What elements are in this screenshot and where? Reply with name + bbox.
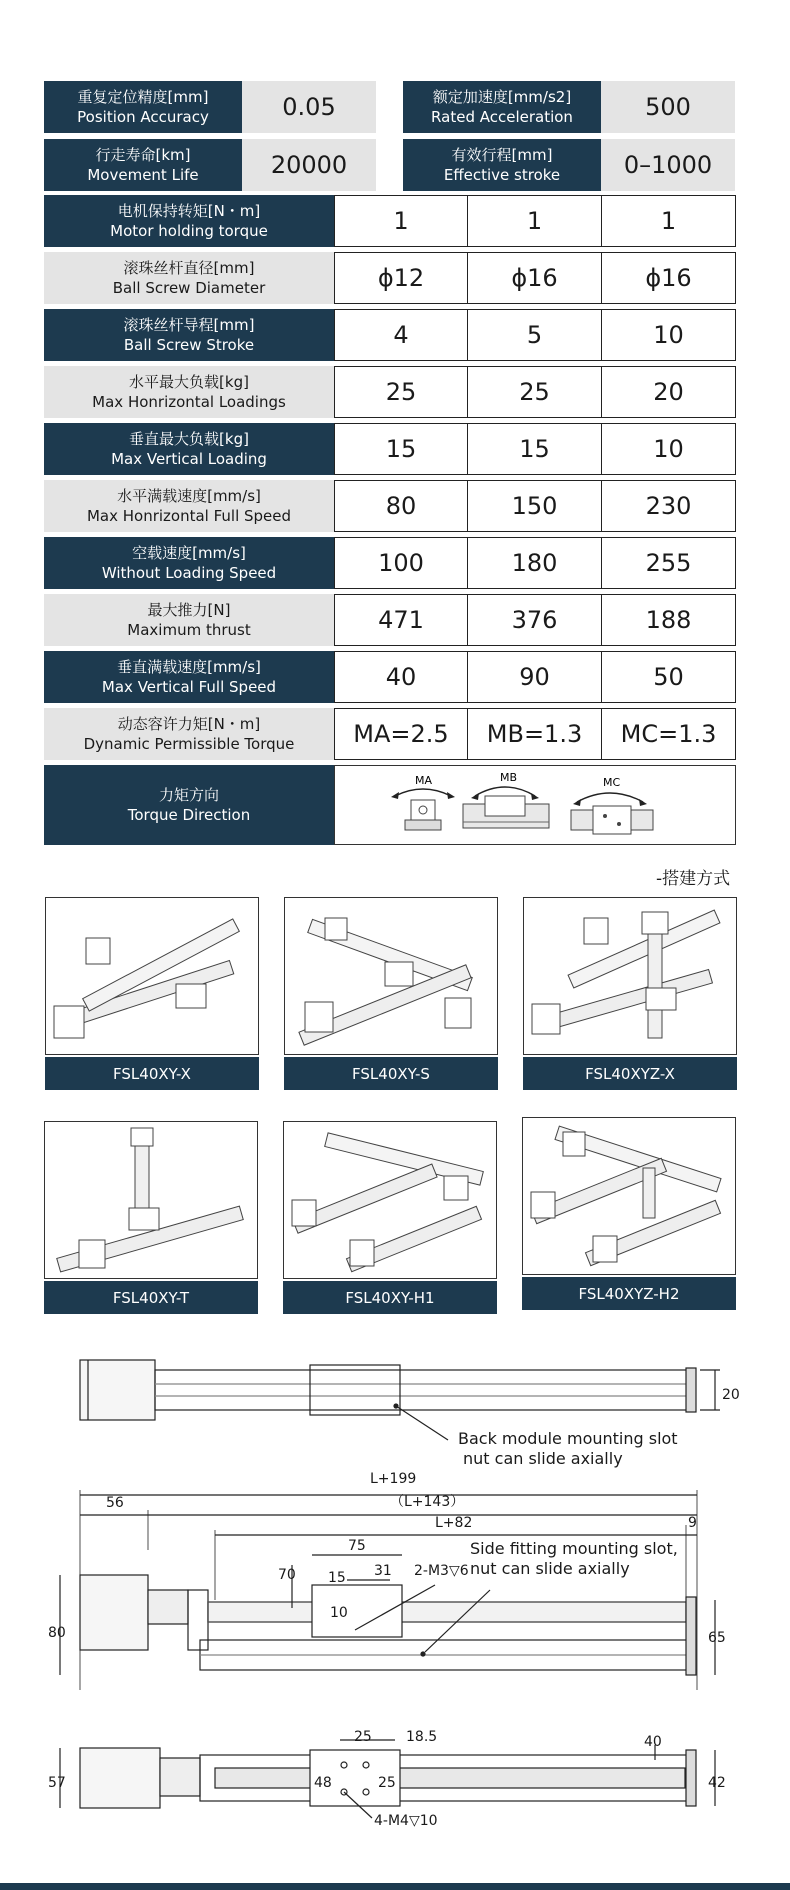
row-value-maximum-thrust-1: 471	[334, 594, 468, 646]
row-value-dynamic-torque-2: MB=1.3	[467, 708, 602, 760]
dim-l143: （L+143）	[390, 1494, 465, 1510]
row-value-ball-screw-stroke-2: 5	[467, 309, 602, 361]
row-value-ball-screw-stroke-1: 4	[334, 309, 468, 361]
dim-80: 80	[48, 1625, 66, 1641]
spec-value-position-accuracy: 0.05	[242, 81, 376, 133]
row-value-max-vertical-loading-3: 10	[601, 423, 736, 475]
row-value-max-horizontal-speed-3: 230	[601, 480, 736, 532]
dim-l82: L+82	[435, 1515, 473, 1531]
dim-m3: 2-M3▽6	[414, 1563, 469, 1579]
row-value-max-vertical-speed-1: 40	[334, 651, 468, 703]
spec-label-rated-acceleration: 额定加速度[mm/s2] Rated Acceleration	[403, 81, 601, 133]
dim-56: 56	[106, 1495, 124, 1511]
row-value-max-vertical-loading-2: 15	[467, 423, 602, 475]
torque-direction-diagram	[334, 765, 736, 845]
model-caption-fsl40xyz-x: FSL40XYZ-X	[523, 1057, 737, 1090]
dim-75: 75	[348, 1538, 366, 1554]
dim-42: 42	[708, 1775, 726, 1791]
model-caption-fsl40xy-x: FSL40XY-X	[45, 1057, 259, 1090]
spec-label-effective-stroke: 有效行程[mm] Effective stroke	[403, 139, 601, 191]
row-value-ball-screw-stroke-3: 10	[601, 309, 736, 361]
row-label-without-loading-speed: 空载速度[mm/s] Without Loading Speed	[44, 537, 334, 589]
dim-65: 65	[708, 1630, 726, 1646]
back-slot-note-1: Back module mounting slot	[458, 1429, 678, 1448]
torque-label-ma: MA	[415, 774, 433, 787]
dim-9: 9	[688, 1515, 697, 1531]
row-label-maximum-thrust: 最大推力[N] Maximum thrust	[44, 594, 334, 646]
row-value-max-horizontal-speed-1: 80	[334, 480, 468, 532]
dim-18-5: 18.5	[406, 1729, 438, 1745]
spec-value-effective-stroke: 0–1000	[601, 139, 735, 191]
row-value-dynamic-torque-3: MC=1.3	[601, 708, 736, 760]
torque-label-mc: MC	[603, 776, 621, 789]
row-value-max-vertical-loading-1: 15	[334, 423, 468, 475]
row-value-maximum-thrust-3: 188	[601, 594, 736, 646]
model-caption-fsl40xyz-h2: FSL40XYZ-H2	[522, 1277, 736, 1310]
row-value-ball-screw-diameter-2: ϕ16	[467, 252, 602, 304]
row-value-ball-screw-diameter-1: ϕ12	[334, 252, 468, 304]
model-image-fsl40xy-x	[45, 897, 259, 1055]
row-label-max-vertical-loading: 垂直最大负载[kg] Max Vertical Loading	[44, 423, 334, 475]
dim-15: 15	[328, 1570, 346, 1586]
model-caption-fsl40xy-s: FSL40XY-S	[284, 1057, 498, 1090]
row-label-max-horizontal-loading: 水平最大负载[kg] Max Honrizontal Loadings	[44, 366, 334, 418]
row-value-max-vertical-speed-2: 90	[467, 651, 602, 703]
side-slot-note-1: Side fitting mounting slot,	[470, 1539, 678, 1558]
row-value-max-horizontal-loading-3: 20	[601, 366, 736, 418]
row-value-motor-torque-2: 1	[467, 195, 602, 247]
torque-label-mb: MB	[500, 771, 518, 784]
spec-label-position-accuracy: 重复定位精度[mm] Position Accuracy	[44, 81, 242, 133]
side-slot-note-2: nut can slide axially	[470, 1559, 630, 1578]
row-value-motor-torque-1: 1	[334, 195, 468, 247]
model-caption-fsl40xy-t: FSL40XY-T	[44, 1281, 258, 1314]
row-value-without-loading-speed-1: 100	[334, 537, 468, 589]
dim-25: 25	[354, 1729, 372, 1745]
dim-40: 40	[644, 1734, 662, 1750]
spec-label-movement-life: 行走寿命[km] Movement Life	[44, 139, 242, 191]
dim-57: 57	[48, 1775, 66, 1791]
row-value-maximum-thrust-2: 376	[467, 594, 602, 646]
model-image-fsl40xy-h1	[283, 1121, 497, 1279]
row-value-without-loading-speed-3: 255	[601, 537, 736, 589]
dim-25b: 25	[378, 1775, 396, 1791]
model-image-fsl40xy-t	[44, 1121, 258, 1279]
row-label-motor-torque: 电机保持转矩[N・m] Motor holding torque	[44, 195, 334, 247]
row-label-max-horizontal-speed: 水平满载速度[mm/s] Max Honrizontal Full Speed	[44, 480, 334, 532]
row-value-motor-torque-3: 1	[601, 195, 736, 247]
bottom-bar	[0, 1883, 790, 1890]
dim-m4: 4-M4▽10	[374, 1813, 438, 1829]
row-value-max-horizontal-loading-1: 25	[334, 366, 468, 418]
dim-20: 20	[722, 1387, 740, 1403]
model-image-fsl40xyz-h2	[522, 1117, 736, 1275]
row-label-torque-direction: 力矩方向 Torque Direction	[44, 765, 334, 845]
dim-48: 48	[314, 1775, 332, 1791]
dim-l199: L+199	[370, 1471, 417, 1487]
row-label-dynamic-torque: 动态容许力矩[N・m] Dynamic Permissible Torque	[44, 708, 334, 760]
row-value-max-vertical-speed-3: 50	[601, 651, 736, 703]
row-value-dynamic-torque-1: MA=2.5	[334, 708, 468, 760]
dim-31: 31	[374, 1563, 392, 1579]
spec-value-movement-life: 20000	[242, 139, 376, 191]
row-value-max-horizontal-speed-2: 150	[467, 480, 602, 532]
row-label-ball-screw-diameter: 滚珠丝杆直径[mm] Ball Screw Diameter	[44, 252, 334, 304]
row-value-ball-screw-diameter-3: ϕ16	[601, 252, 736, 304]
technical-drawing	[0, 1340, 790, 1880]
spec-value-rated-acceleration: 500	[601, 81, 735, 133]
row-label-ball-screw-stroke: 滚珠丝杆导程[mm] Ball Screw Stroke	[44, 309, 334, 361]
model-caption-fsl40xy-h1: FSL40XY-H1	[283, 1281, 497, 1314]
back-slot-note-2: nut can slide axially	[463, 1449, 623, 1468]
dim-70: 70	[278, 1567, 296, 1583]
row-value-without-loading-speed-2: 180	[467, 537, 602, 589]
row-value-max-horizontal-loading-2: 25	[467, 366, 602, 418]
build-method-title: -搭建方式	[656, 869, 731, 889]
model-image-fsl40xyz-x	[523, 897, 737, 1055]
row-label-max-vertical-speed: 垂直满载速度[mm/s] Max Vertical Full Speed	[44, 651, 334, 703]
dim-10: 10	[330, 1605, 348, 1621]
model-image-fsl40xy-s	[284, 897, 498, 1055]
